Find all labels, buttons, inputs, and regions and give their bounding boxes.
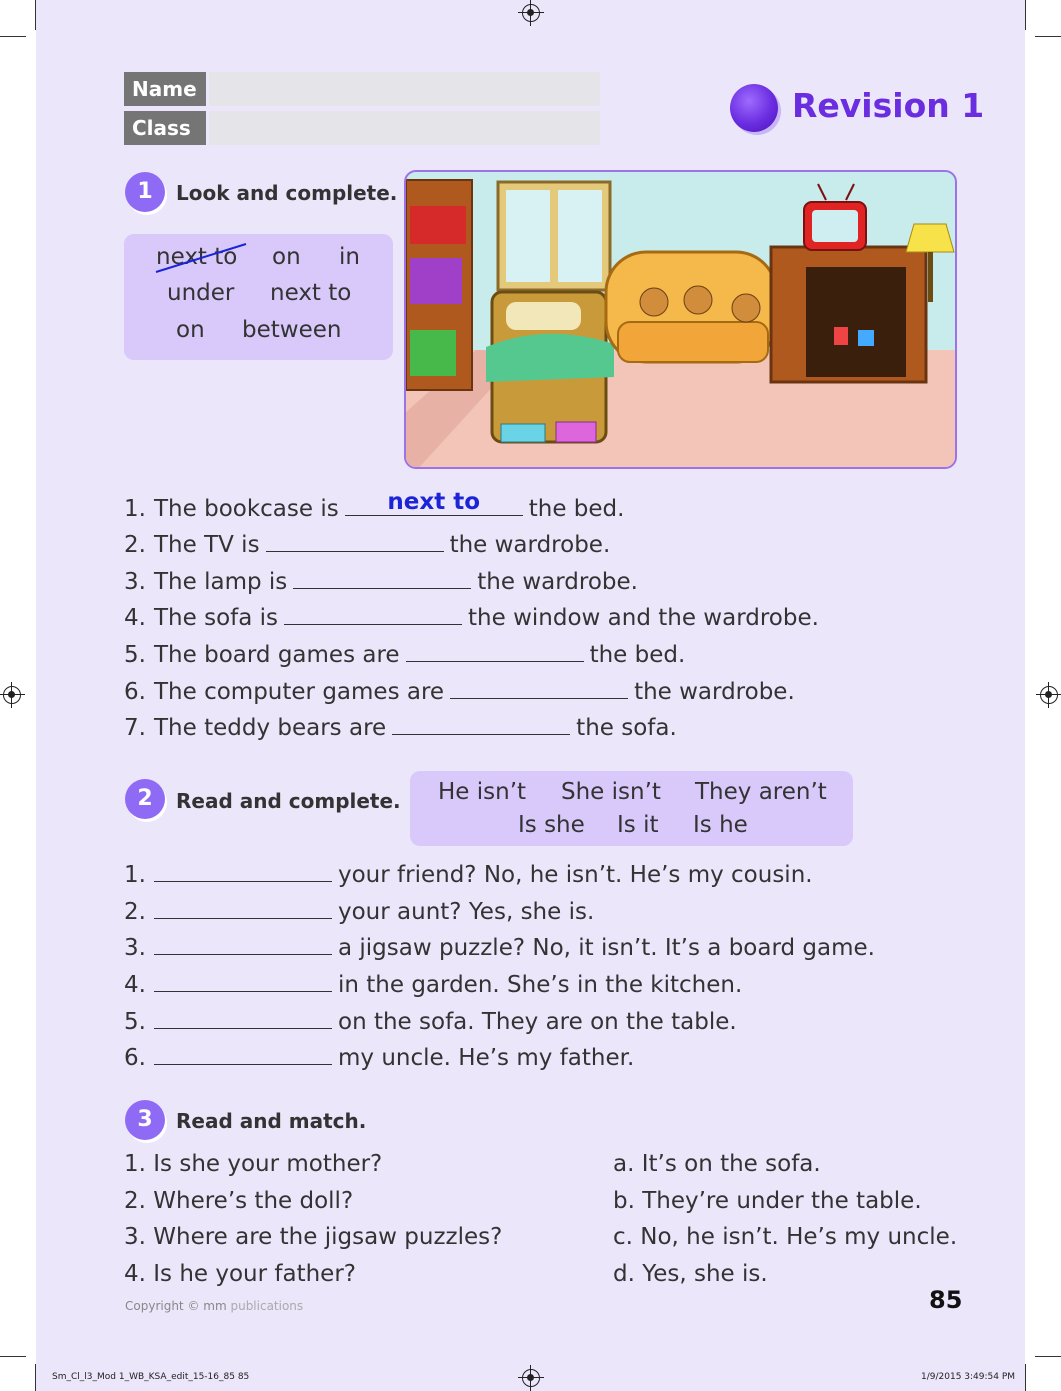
answer-blank[interactable] (406, 642, 584, 662)
answer-blank[interactable] (154, 1009, 332, 1029)
match-question: 2. Where’s the doll? (124, 1188, 354, 1214)
word-bank-word: between (242, 317, 342, 343)
answer-blank[interactable] (345, 489, 523, 516)
word-bank-word: under (167, 280, 235, 306)
page-number: 85 (929, 1286, 963, 1314)
name-field[interactable] (209, 72, 600, 106)
word-bank-word: on (176, 317, 205, 343)
match-answer: b. They’re under the table. (613, 1188, 922, 1214)
crop-mark (1035, 36, 1061, 37)
crop-mark (35, 1364, 36, 1391)
crop-mark (1035, 1356, 1061, 1357)
strike-through-icon (154, 242, 249, 274)
exercise-1-title: Look and complete. (176, 181, 398, 205)
word-bank-1 (124, 234, 393, 360)
room-illustration (404, 170, 957, 469)
revision-title: Revision 1 (792, 86, 985, 125)
exercise-2-item: 1. your friend? No, he isn’t. He’s my cousin. (124, 862, 813, 888)
exercise-1-item: 5. The board games are the bed. (124, 642, 686, 668)
answer-blank[interactable] (154, 972, 332, 992)
exercise-1-item: 1. The bookcase is next to the bed. (124, 489, 625, 522)
exercise-1-item: 2. The TV is the wardrobe. (124, 532, 611, 558)
exercise-1-item: 4. The sofa is the window and the wardrobe. (124, 605, 819, 631)
word-bank-word: Is he (693, 812, 748, 838)
print-file-name: Sm_Cl_l3_Mod 1_WB_KSA_edit_15-16_85 85 (52, 1372, 250, 1382)
word-bank-word: She isn’t (561, 779, 661, 805)
answer-blank[interactable] (154, 935, 332, 955)
answer-blank[interactable] (293, 569, 471, 589)
crop-mark (1025, 0, 1026, 30)
word-bank-word: They aren’t (695, 779, 827, 805)
exercise-2-item: 4. in the garden. She’s in the kitchen. (124, 972, 743, 998)
answer-blank[interactable] (450, 679, 628, 699)
exercise-1-item: 6. The computer games are the wardrobe. (124, 679, 795, 705)
class-label: Class (124, 111, 206, 145)
word-bank-word: on (272, 244, 301, 270)
answer-blank[interactable] (154, 899, 332, 919)
exercise-2-title: Read and complete. (176, 789, 401, 813)
name-label: Name (124, 72, 206, 106)
word-bank-word: next to (156, 244, 238, 270)
exercise-2-item: 6. my uncle. He’s my father. (124, 1045, 635, 1071)
exercise-1-item: 3. The lamp is the wardrobe. (124, 569, 638, 595)
exercise-1-number: 1 (125, 172, 165, 212)
bedroom-scene-icon (406, 172, 957, 469)
match-question: 4. Is he your father? (124, 1261, 356, 1287)
word-bank-2 (410, 771, 853, 846)
word-bank-word: Is she (518, 812, 585, 838)
exercise-2-item: 5. on the sofa. They are on the table. (124, 1009, 737, 1035)
answer-blank[interactable] (392, 715, 570, 735)
exercise-3-number: 3 (125, 1100, 165, 1140)
match-question: 3. Where are the jigsaw puzzles? (124, 1224, 503, 1250)
answer-blank[interactable] (266, 532, 444, 552)
registration-mark-icon (522, 4, 540, 22)
word-bank-word: next to (270, 280, 352, 306)
match-question: 1. Is she your mother? (124, 1151, 383, 1177)
registration-mark-icon (522, 1369, 540, 1387)
exercise-2-item: 3. a jigsaw puzzle? No, it isn’t. It’s a board game. (124, 935, 875, 961)
print-timestamp: 1/9/2015 3:49:54 PM (921, 1372, 1016, 1382)
filled-answer: next to (387, 489, 481, 515)
word-bank-word: in (339, 244, 360, 270)
crop-mark (1025, 1364, 1026, 1391)
exercise-2-number: 2 (125, 779, 165, 819)
copyright: Copyright © mm publications (125, 1299, 304, 1313)
word-bank-word: He isn’t (438, 779, 527, 805)
exercise-3-title: Read and match. (176, 1109, 367, 1133)
revision-ball-icon (730, 84, 778, 132)
class-field[interactable] (209, 111, 600, 145)
crop-mark (0, 1356, 26, 1357)
match-answer: a. It’s on the sofa. (613, 1151, 821, 1177)
answer-blank[interactable] (154, 1045, 332, 1065)
crop-mark (0, 36, 26, 37)
match-answer: c. No, he isn’t. He’s my uncle. (613, 1224, 958, 1250)
match-answer: d. Yes, she is. (613, 1261, 768, 1287)
registration-mark-icon (3, 686, 21, 704)
crop-mark (35, 0, 36, 30)
exercise-1-item: 7. The teddy bears are the sofa. (124, 715, 677, 741)
word-bank-word: Is it (617, 812, 659, 838)
registration-mark-icon (1040, 686, 1058, 704)
answer-blank[interactable] (284, 605, 462, 625)
exercise-2-item: 2. your aunt? Yes, she is. (124, 899, 595, 925)
answer-blank[interactable] (154, 862, 332, 882)
